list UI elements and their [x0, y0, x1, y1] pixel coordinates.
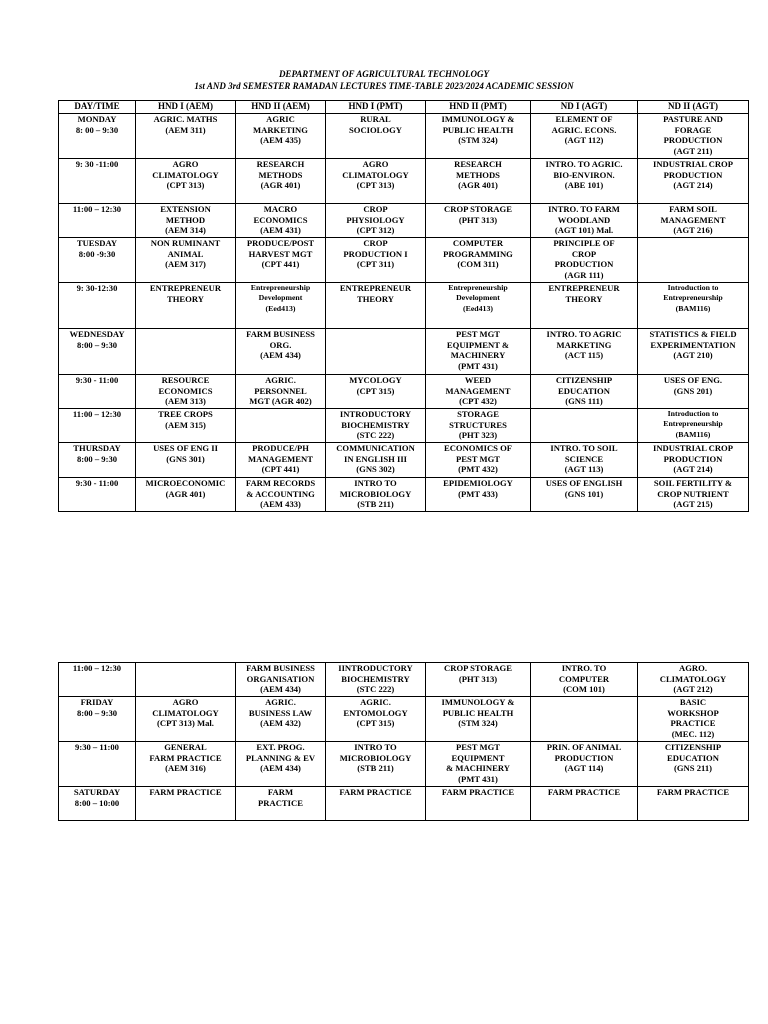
table-row — [59, 329, 749, 375]
course-cell — [326, 787, 426, 821]
course-cell — [638, 787, 749, 821]
cell-text: FARM RECORDS & ACCOUNTING (AEM 433) — [245, 478, 316, 510]
table-row — [59, 283, 749, 329]
course-cell — [531, 697, 638, 742]
course-cell — [136, 204, 236, 238]
course-cell — [136, 742, 236, 787]
cell-text: Introduction to Entrepreneurship (BAM116) — [663, 409, 723, 439]
day-time-cell — [59, 787, 136, 821]
cell-text: FARM PRACTICE — [547, 787, 621, 797]
cell-text: PRODUCE/POST HARVEST MGT (CPT 441) — [246, 238, 315, 270]
course-cell — [531, 204, 638, 238]
course-cell — [531, 375, 638, 409]
timetable-table-2 — [58, 662, 749, 821]
day-time-cell — [59, 742, 136, 787]
cell-text: CROP PHYSIOLOGY (CPT 312) — [346, 204, 405, 236]
cell-text: ELEMENT OF AGRIC. ECONS. (AGT 112) — [551, 114, 617, 146]
cell-text: NON RUMINANT ANIMAL (AEM 317) — [150, 238, 221, 270]
cell-text: AGRIC MARKETING (AEM 435) — [253, 114, 308, 146]
cell-text: MICROECONOMIC (AGR 401) — [145, 478, 226, 499]
course-cell — [531, 478, 638, 512]
cell-text: FRIDAY 8:00 – 9:30 — [76, 697, 118, 718]
course-cell — [136, 283, 236, 329]
cell-text: RESOURCE ECONOMICS (AEM 313) — [158, 375, 213, 407]
cell-text: FARM BUSINESS ORG. (AEM 434) — [246, 329, 315, 361]
cell-text: 9:30 - 11:00 — [75, 375, 119, 385]
timetable-subtitle: 1st AND 3rd SEMESTER RAMADAN LECTURES TIME-TABLE 2023/2024 ACADEMIC SESSION — [194, 81, 574, 91]
cell-text: SOIL FERTILITY & CROP NUTRIENT (AGT 215) — [653, 478, 733, 510]
column-header: ND II (AGT) — [638, 101, 749, 114]
course-cell — [426, 114, 531, 159]
course-cell — [426, 238, 531, 283]
cell-text: 11:00 – 12:30 — [72, 204, 122, 214]
day-time-cell — [59, 283, 136, 329]
course-cell — [531, 114, 638, 159]
day-time-cell — [59, 663, 136, 697]
table-row — [59, 697, 749, 742]
cell-text: EXTENSION METHOD (AEM 314) — [160, 204, 211, 236]
course-cell — [426, 697, 531, 742]
cell-text: ENTREPRENEUR THEORY — [548, 283, 620, 304]
course-cell — [236, 283, 326, 329]
cell-text: MYCOLOGY (CPT 315) — [349, 375, 402, 396]
course-cell — [638, 443, 749, 478]
column-header: HND II (AEM) — [236, 101, 326, 114]
cell-text: PEST MGT EQUIPMENT & MACHINERY (PMT 431) — [446, 742, 510, 784]
course-cell — [326, 409, 426, 443]
course-cell — [531, 283, 638, 329]
day-time-cell — [59, 375, 136, 409]
course-cell — [326, 114, 426, 159]
cell-text: STORAGE STRUCTURES (PHT 323) — [449, 409, 507, 441]
cell-text: FARM PRACTICE — [656, 787, 730, 797]
course-cell — [638, 283, 749, 329]
cell-text: SATURDAY 8:00 – 10:00 — [73, 787, 121, 808]
cell-text: WEED MANAGEMENT (CPT 432) — [445, 375, 511, 407]
course-cell — [531, 409, 638, 443]
cell-text: INDUSTRIAL CROP PRODUCTION (AGT 214) — [653, 443, 733, 475]
timetable-table-1 — [58, 100, 749, 512]
cell-text: FARM BUSINESS ORGANISATION (AEM 434) — [246, 663, 315, 695]
course-cell — [236, 238, 326, 283]
column-header: HND I (AEM) — [136, 101, 236, 114]
cell-text: CITIZENSHIP EDUCATION (GNS 211) — [664, 742, 722, 774]
course-cell — [326, 375, 426, 409]
course-cell — [326, 742, 426, 787]
cell-text: CROP STORAGE (PHT 313) — [444, 663, 512, 684]
course-cell — [638, 663, 749, 697]
table-row — [59, 443, 749, 478]
header-row — [59, 101, 749, 114]
cell-text: INTRO. TO COMPUTER (COM 101) — [558, 663, 610, 695]
cell-text: IMMUNOLOGY & PUBLIC HEALTH (STM 324) — [441, 114, 515, 146]
cell-text: INDUSTRIAL CROP PRODUCTION (AGT 214) — [653, 159, 733, 191]
day-time-cell — [59, 159, 136, 204]
table-row — [59, 375, 749, 409]
cell-text: 9:30 – 11:00 — [75, 742, 119, 752]
cell-text: COMMUNICATION IN ENGLISH III (GNS 302) — [336, 443, 415, 475]
cell-text: 11:00 – 12:30 — [72, 663, 122, 673]
table-row — [59, 478, 749, 512]
course-cell — [426, 787, 531, 821]
course-cell — [236, 478, 326, 512]
day-time-cell — [59, 409, 136, 443]
course-cell — [236, 443, 326, 478]
cell-text: INTRO. TO FARM WOODLAND (AGT 101) Mal. — [548, 204, 620, 236]
cell-text: USES OF ENG. (GNS 201) — [663, 375, 723, 396]
cell-text: RESEARCH METHODS (AGR 401) — [454, 159, 502, 191]
cell-text: FARM PRACTICE — [339, 787, 412, 797]
course-cell — [426, 375, 531, 409]
course-cell — [326, 204, 426, 238]
table-row — [59, 787, 749, 821]
course-cell — [326, 697, 426, 742]
course-cell — [236, 159, 326, 204]
day-time-cell — [59, 443, 136, 478]
table-row — [59, 238, 749, 283]
cell-text: PRINCIPLE OF CROP PRODUCTION (AGR 111) — [553, 238, 615, 280]
cell-text: AGRIC. ENTOMOLOGY (CPT 315) — [343, 697, 408, 729]
cell-text: Introduction to Entrepreneurship (BAM116) — [663, 283, 723, 313]
cell-text: AGRIC. BUSINESS LAW (AEM 432) — [248, 697, 313, 729]
cell-text: TUESDAY 8:00 -9:30 — [76, 238, 118, 259]
column-header: ND I (AGT) — [531, 101, 638, 114]
course-cell — [638, 114, 749, 159]
cell-text: USES OF ENG II (GNS 301) — [153, 443, 218, 464]
course-cell — [236, 697, 326, 742]
course-cell — [236, 787, 326, 821]
cell-text: GENERAL FARM PRACTICE (AEM 316) — [149, 742, 222, 774]
course-cell — [426, 409, 531, 443]
cell-text: INTRO TO MICROBIOLOGY (STB 211) — [339, 478, 412, 510]
course-cell — [136, 478, 236, 512]
cell-text: PRODUCE/PH MANAGEMENT (CPT 441) — [248, 443, 313, 475]
day-time-cell — [59, 478, 136, 512]
cell-text: AGRO CLIMATOLOGY (CPT 313) — [342, 159, 409, 191]
cell-text: TREE CROPS (AEM 315) — [158, 409, 213, 430]
cell-text: IINTRODUCTORY BIOCHEMISTRY (STC 222) — [338, 663, 413, 695]
cell-text: RURAL SOCIOLOGY — [348, 114, 402, 135]
course-cell — [531, 238, 638, 283]
cell-text: INTRO. TO AGRIC MARKETING (ACT 115) — [546, 329, 622, 361]
course-cell — [326, 443, 426, 478]
day-time-cell — [59, 238, 136, 283]
cell-text: IMMUNOLOGY & PUBLIC HEALTH (STM 324) — [441, 697, 515, 729]
course-cell — [236, 329, 326, 375]
course-cell — [326, 283, 426, 329]
course-cell — [531, 787, 638, 821]
course-cell — [326, 329, 426, 375]
cell-text: AGRIC. MATHS (AEM 311) — [153, 114, 218, 135]
cell-text: PRIN. OF ANIMAL PRODUCTION (AGT 114) — [546, 742, 622, 774]
column-header: HND II (PMT) — [426, 101, 531, 114]
course-cell — [326, 478, 426, 512]
cell-text: RESEARCH METHODS (AGR 401) — [256, 159, 305, 191]
cell-text: INTRO TO MICROBIOLOGY (STB 211) — [339, 742, 412, 774]
course-cell — [426, 204, 531, 238]
day-time-cell — [59, 114, 136, 159]
course-cell — [531, 159, 638, 204]
cell-text: Entrepreneurship Development (Eed413) — [250, 283, 311, 313]
cell-text: FARM PRACTICE — [441, 787, 515, 797]
cell-text: INTRODUCTORY BIOCHEMISTRY (STC 222) — [339, 409, 412, 441]
course-cell — [136, 409, 236, 443]
course-cell — [236, 409, 326, 443]
course-cell — [426, 478, 531, 512]
cell-text: CROP STORAGE (PHT 313) — [444, 204, 512, 225]
cell-text: STATISTICS & FIELD EXPERIMENTATION (AGT 210) — [649, 329, 737, 361]
course-cell — [236, 204, 326, 238]
cell-text: ENTREPRENEUR THEORY — [339, 283, 412, 304]
course-cell — [236, 114, 326, 159]
course-cell — [638, 478, 749, 512]
course-cell — [136, 787, 236, 821]
course-cell — [638, 697, 749, 742]
cell-text: EXT. PROG. PLANNING & EV (AEM 434) — [245, 742, 316, 774]
cell-text: MACRO ECONOMICS (AEM 431) — [253, 204, 308, 236]
table-row — [59, 204, 749, 238]
course-cell — [326, 663, 426, 697]
department-title: DEPARTMENT OF AGRICULTURAL TECHNOLOGY — [278, 69, 490, 79]
cell-text: COMPUTER PROGRAMMING (COM 311) — [443, 238, 513, 270]
course-cell — [638, 204, 749, 238]
course-cell — [136, 443, 236, 478]
cell-text: BASIC WORKSHOP PRACTICE (MEC. 112) — [667, 697, 719, 739]
cell-text: AGRO. CLIMATOLOGY (AGT 212) — [659, 663, 727, 695]
cell-text: INTRO. TO AGRIC. BIO-ENVIRON. (ABE 101) — [545, 159, 623, 191]
course-cell — [638, 742, 749, 787]
cell-text: AGRO CLIMATOLOGY (CPT 313) — [152, 159, 219, 191]
cell-text: FARM PRACTICE — [149, 787, 222, 797]
course-cell — [426, 663, 531, 697]
cell-text: WEDNESDAY 8:00 – 9:30 — [69, 329, 125, 350]
cell-text: FARM PRACTICE — [258, 787, 303, 808]
cell-text: AGRO CLIMATOLOGY (CPT 313) Mal. — [152, 697, 219, 729]
table-row — [59, 663, 749, 697]
course-cell — [638, 238, 749, 283]
cell-text: ENTREPRENEUR THEORY — [149, 283, 222, 304]
course-cell — [236, 742, 326, 787]
table-row — [59, 409, 749, 443]
course-cell — [426, 329, 531, 375]
column-header: DAY/TIME — [59, 101, 136, 114]
course-cell — [136, 114, 236, 159]
cell-text: 9:30 - 11:00 — [75, 478, 119, 488]
course-cell — [531, 663, 638, 697]
table-row — [59, 159, 749, 204]
cell-text: INTRO. TO SOIL SCIENCE (AGT 113) — [550, 443, 618, 475]
cell-text: 11:00 – 12:30 — [72, 409, 122, 419]
day-time-cell — [59, 697, 136, 742]
cell-text: CITIZENSHIP EDUCATION (GNS 111) — [555, 375, 613, 407]
cell-text: MONDAY 8: 00 – 9:30 — [75, 114, 119, 135]
cell-text: THURSDAY 8:00 – 9:30 — [73, 443, 121, 464]
course-cell — [531, 742, 638, 787]
course-cell — [136, 697, 236, 742]
course-cell — [638, 329, 749, 375]
column-header: HND I (PMT) — [326, 101, 426, 114]
course-cell — [638, 409, 749, 443]
cell-text: FARM SOIL MANAGEMENT (AGT 216) — [660, 204, 726, 236]
course-cell — [136, 238, 236, 283]
course-cell — [426, 159, 531, 204]
course-cell — [326, 159, 426, 204]
course-cell — [236, 375, 326, 409]
cell-text: PEST MGT EQUIPMENT & MACHINERY (PMT 431) — [446, 329, 510, 371]
course-cell — [531, 329, 638, 375]
cell-text: AGRIC. PERSONNEL MGT (AGR 402) — [249, 375, 312, 407]
cell-text: EPIDEMIOLOGY (PMT 433) — [443, 478, 513, 499]
course-cell — [236, 663, 326, 697]
course-cell — [136, 375, 236, 409]
cell-text: 9: 30 -11:00 — [75, 159, 119, 169]
cell-text: Entrepreneurship Development (Eed413) — [448, 283, 508, 313]
table-row — [59, 742, 749, 787]
cell-text: ECONOMICS OF PEST MGT (PMT 432) — [443, 443, 513, 475]
course-cell — [136, 159, 236, 204]
table-row — [59, 114, 749, 159]
course-cell — [136, 663, 236, 697]
cell-text: PASTURE AND FORAGE PRODUCTION (AGT 211) — [663, 114, 723, 156]
course-cell — [426, 443, 531, 478]
course-cell — [638, 375, 749, 409]
course-cell — [326, 238, 426, 283]
course-cell — [531, 443, 638, 478]
cell-text: 9: 30-12:30 — [76, 283, 118, 293]
course-cell — [136, 329, 236, 375]
cell-text: USES OF ENGLISH (GNS 101) — [545, 478, 623, 499]
course-cell — [426, 742, 531, 787]
day-time-cell — [59, 204, 136, 238]
cell-text: CROP PRODUCTION I (CPT 311) — [343, 238, 408, 270]
course-cell — [426, 283, 531, 329]
course-cell — [638, 159, 749, 204]
day-time-cell — [59, 329, 136, 375]
